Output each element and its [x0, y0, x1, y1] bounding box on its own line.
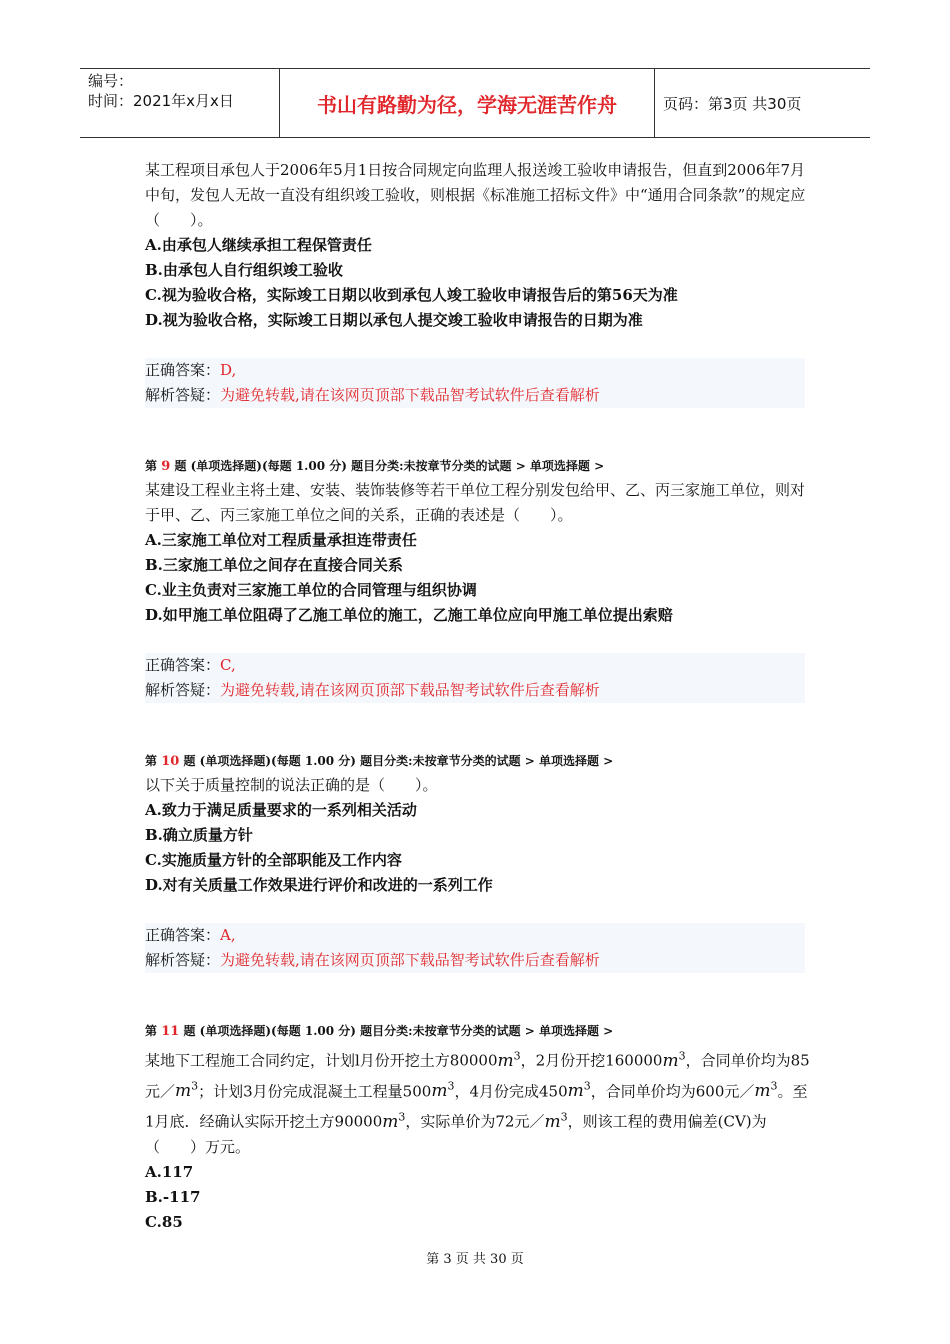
header-page-label: 页码：第3页 共30页 [663, 94, 802, 113]
unit-m3: $m^3$ [431, 1079, 455, 1102]
answer-box [145, 923, 805, 973]
option-d: D.视为验收合格，实际竣工日期以承包人提交竣工验收申请报告的日期为准 [145, 311, 643, 329]
question-header [145, 750, 810, 773]
question-stem [145, 1043, 810, 1160]
stem-part: ；计划3月份完成混凝土工程量500 [198, 1082, 432, 1101]
answer-value: C, [220, 656, 236, 674]
unit-m3: $m^3$ [544, 1110, 568, 1132]
question-prefix: 第 [145, 1024, 158, 1038]
question-meta: 题 (单项选择题)(每题 1.00 分) 题目分类:未按章节分类的试题 > 单项选择题 > [174, 459, 605, 473]
analysis-text: 为避免转载,请在该网页顶部下载品智考试软件后查看解析 [220, 951, 600, 969]
answer-label: 正确答案： [145, 926, 221, 944]
question-stem: 以下关于质量控制的说法正确的是（ ）。 [145, 776, 438, 794]
answer-value: D, [220, 361, 237, 379]
page-footer: 第 3 页 共 30 页 [426, 1252, 524, 1267]
stem-part: ，合同单价均为600元／ [590, 1082, 755, 1101]
header-motto: 书山有路勤为径，学海无涯苦作舟 [280, 69, 655, 137]
analysis-label: 解析答疑： [145, 951, 221, 969]
question-prefix: 第 [145, 459, 158, 473]
unit-m3: $m^3$ [662, 1049, 686, 1071]
option-b: B.由承包人自行组织竣工验收 [145, 261, 343, 279]
option-a: A.三家施工单位对工程质量承担连带责任 [145, 531, 417, 549]
question-meta: 题 (单项选择题)(每题 1.00 分) 题目分类:未按章节分类的试题 > 单项选择题 > [183, 754, 614, 768]
analysis-label: 解析答疑： [145, 681, 221, 699]
header-meta [80, 69, 280, 137]
answer-label: 正确答案： [145, 361, 221, 379]
analysis-label: 解析答疑： [145, 386, 221, 404]
question-prefix: 第 [145, 754, 158, 768]
question-header [145, 455, 810, 478]
option-d: D.如甲施工单位阻碍了乙施工单位的施工，乙施工单位应向甲施工单位提出索赔 [145, 606, 673, 624]
option-a: A.由承包人继续承担工程保管责任 [145, 236, 372, 254]
option-a: A.致力于满足质量要求的一系列相关活动 [145, 801, 417, 819]
question-9 [145, 455, 810, 703]
option-b: B.-117 [145, 1187, 201, 1206]
question-11 [145, 1020, 810, 1235]
answer-box [145, 358, 805, 408]
unit-m3: $m^3$ [175, 1079, 199, 1102]
option-a: A.117 [145, 1162, 194, 1181]
option-c: C.85 [145, 1212, 183, 1231]
option-b: B.确立质量方针 [145, 826, 253, 844]
question-stem: 某工程项目承包人于2006年5月1日按合同规定向监理人报送竣工验收申请报告，但直到2006年7月中旬，发包人无故一直没有组织竣工验收，则根据《标准施工招标文件》中“通用合同条款”的规定应（ ）。 [145, 161, 806, 229]
option-b: B.三家施工单位之间存在直接合同关系 [145, 556, 403, 574]
question-8 [145, 158, 810, 408]
analysis-text: 为避免转载,请在该网页顶部下载品智考试软件后查看解析 [220, 386, 600, 404]
answer-box [145, 653, 805, 703]
stem-part: ，实际单价为72元／ [405, 1112, 545, 1131]
document-content [145, 158, 810, 1235]
analysis-text: 为避免转载,请在该网页顶部下载品智考试软件后查看解析 [220, 681, 600, 699]
question-number: 9 [161, 459, 171, 474]
question-header [145, 1020, 810, 1043]
unit-m3: $m^3$ [754, 1079, 778, 1102]
stem-part: 。至1月底．经确认实际开挖土方90000 [145, 1082, 808, 1131]
stem-part: ，合同单价均为85元／ [145, 1051, 810, 1101]
question-meta: 题 (单项选择题)(每题 1.00 分) 题目分类:未按章节分类的试题 > 单项选择题 > [183, 1024, 614, 1038]
question-number: 10 [161, 754, 180, 769]
date-label: 时间：2021年x月x日 [88, 92, 234, 110]
unit-m3: $m^3$ [382, 1110, 406, 1132]
unit-m3: $m^3$ [567, 1079, 591, 1102]
question-10 [145, 750, 810, 973]
question-number: 11 [161, 1024, 180, 1039]
option-c: C.实施质量方针的全部职能及工作内容 [145, 851, 402, 869]
option-c: C.业主负责对三家施工单位的合同管理与组织协调 [145, 581, 477, 599]
unit-m3: $m^3$ [497, 1049, 521, 1071]
code-label: 编号： [88, 72, 134, 90]
option-d: D.对有关质量工作效果进行评价和改进的一系列工作 [145, 876, 493, 894]
answer-value: A, [220, 926, 236, 944]
stem-part: ，4月份完成450 [454, 1082, 568, 1101]
page-header [80, 68, 870, 138]
stem-part: ，2月份开挖160000 [520, 1051, 663, 1070]
question-stem: 某建设工程业主将土建、安装、装饰装修等若干单位工程分别发包给甲、乙、丙三家施工单位，则对于甲、乙、丙三家施工单位之间的关系，正确的表述是（ ）。 [145, 481, 806, 524]
answer-label: 正确答案： [145, 656, 221, 674]
option-c: C.视为验收合格，实际竣工日期以收到承包人竣工验收申请报告后的第56天为准 [145, 286, 678, 304]
stem-part: ，则该工程的费用偏差(CV)为（ ）万元。 [145, 1112, 767, 1156]
stem-part: 某地下工程施工合同约定，计划l月份开挖土方80000 [145, 1051, 498, 1070]
